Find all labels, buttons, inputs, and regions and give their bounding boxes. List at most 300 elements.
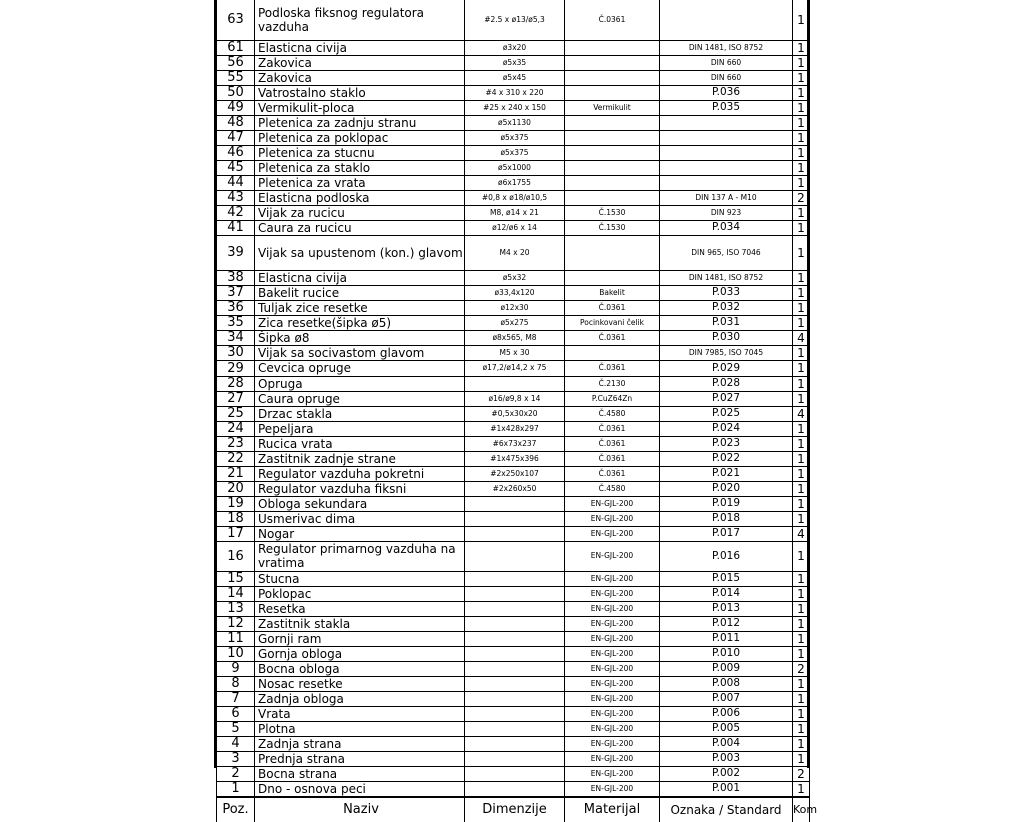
row-naziv xyxy=(255,721,465,736)
table-row xyxy=(217,631,810,646)
row-oznaka: P.028 xyxy=(660,376,793,391)
row-oznaka: P.003 xyxy=(660,751,793,766)
row-naziv xyxy=(255,85,465,100)
row-naziv-text: Vermikulit-ploca xyxy=(258,100,355,115)
row-naziv xyxy=(255,706,465,721)
row-kom: 2 xyxy=(793,661,810,676)
table-row xyxy=(217,220,810,235)
table-row xyxy=(217,315,810,330)
row-dimenzije xyxy=(465,541,565,571)
table-row xyxy=(217,40,810,55)
row-dimenzije: #2x260x50 xyxy=(465,481,565,496)
row-dimenzije: #0,8 x ø18/ø10,5 xyxy=(465,190,565,205)
row-kom: 1 xyxy=(793,466,810,481)
row-poz: 35 xyxy=(217,315,255,330)
row-kom: 1 xyxy=(793,0,810,40)
row-naziv-text: Zakovica xyxy=(258,70,312,85)
row-naziv xyxy=(255,391,465,406)
row-kom: 1 xyxy=(793,40,810,55)
row-oznaka: P.029 xyxy=(660,360,793,376)
table-row xyxy=(217,466,810,481)
row-poz: 30 xyxy=(217,345,255,360)
row-dimenzije xyxy=(465,616,565,631)
row-materijal: EN-GJL-200 xyxy=(565,631,660,646)
row-materijal: EN-GJL-200 xyxy=(565,571,660,586)
row-kom: 1 xyxy=(793,541,810,571)
row-naziv xyxy=(255,526,465,541)
row-materijal: Č.0361 xyxy=(565,436,660,451)
row-dimenzije xyxy=(465,586,565,601)
row-materijal: Č.0361 xyxy=(565,360,660,376)
row-naziv-text: Podloska fiksnog regulatora vazduha xyxy=(258,5,425,34)
table-row xyxy=(217,511,810,526)
row-dimenzije: ø16/ø9,8 x 14 xyxy=(465,391,565,406)
table-row xyxy=(217,691,810,706)
table-row xyxy=(217,205,810,220)
row-kom: 4 xyxy=(793,526,810,541)
table-row xyxy=(217,235,810,270)
row-naziv xyxy=(255,421,465,436)
row-naziv xyxy=(255,691,465,706)
row-materijal xyxy=(565,175,660,190)
row-naziv xyxy=(255,145,465,160)
row-naziv-text: Zica resetke(šipka ø5) xyxy=(258,315,392,330)
table-row xyxy=(217,55,810,70)
row-oznaka: DIN 923 xyxy=(660,205,793,220)
row-naziv xyxy=(255,766,465,781)
row-poz: 29 xyxy=(217,360,255,376)
row-naziv xyxy=(255,736,465,751)
row-poz: 20 xyxy=(217,481,255,496)
row-naziv-text: Usmerivac dima xyxy=(258,511,356,526)
row-poz: 7 xyxy=(217,691,255,706)
row-naziv-text: Pepeljara xyxy=(258,421,314,436)
row-oznaka: P.021 xyxy=(660,466,793,481)
table-row xyxy=(217,360,810,376)
row-oznaka xyxy=(660,130,793,145)
row-materijal: EN-GJL-200 xyxy=(565,751,660,766)
row-kom: 1 xyxy=(793,175,810,190)
table-row xyxy=(217,451,810,466)
row-materijal xyxy=(565,70,660,85)
row-kom: 1 xyxy=(793,376,810,391)
row-materijal: Pocinkovani čelik xyxy=(565,315,660,330)
row-dimenzije xyxy=(465,601,565,616)
row-naziv xyxy=(255,70,465,85)
row-oznaka: P.006 xyxy=(660,706,793,721)
row-poz: 46 xyxy=(217,145,255,160)
row-kom: 1 xyxy=(793,300,810,315)
row-oznaka: P.025 xyxy=(660,406,793,421)
table-row xyxy=(217,541,810,571)
row-dimenzije: #1x475x396 xyxy=(465,451,565,466)
table-row xyxy=(217,70,810,85)
row-naziv-text: Cevcica opruge xyxy=(258,361,352,375)
row-materijal: EN-GJL-200 xyxy=(565,601,660,616)
row-naziv xyxy=(255,40,465,55)
row-oznaka: P.004 xyxy=(660,736,793,751)
table-row xyxy=(217,300,810,315)
row-naziv-text: Regulator vazduha fiksni xyxy=(258,481,407,496)
row-kom: 1 xyxy=(793,115,810,130)
table-row xyxy=(217,345,810,360)
row-dimenzije xyxy=(465,691,565,706)
row-dimenzije: ø5x275 xyxy=(465,315,565,330)
header-oznaka-standard: Oznaka / Standard xyxy=(660,797,793,822)
row-kom: 1 xyxy=(793,235,810,270)
row-materijal xyxy=(565,145,660,160)
row-dimenzije xyxy=(465,676,565,691)
row-dimenzije: #0,5x30x20 xyxy=(465,406,565,421)
row-kom: 1 xyxy=(793,631,810,646)
row-naziv-text: Vatrostalno staklo xyxy=(258,85,366,100)
row-dimenzije: #4 x 310 x 220 xyxy=(465,85,565,100)
table-row xyxy=(217,130,810,145)
row-oznaka: P.005 xyxy=(660,721,793,736)
row-materijal: Č.0361 xyxy=(565,300,660,315)
row-oznaka: DIN 965, ISO 7046 xyxy=(660,235,793,270)
row-oznaka: P.027 xyxy=(660,391,793,406)
row-naziv xyxy=(255,220,465,235)
row-materijal: EN-GJL-200 xyxy=(565,511,660,526)
row-naziv xyxy=(255,631,465,646)
row-dimenzije xyxy=(465,781,565,797)
row-dimenzije: M5 x 30 xyxy=(465,345,565,360)
table-row xyxy=(217,676,810,691)
row-naziv-text: Pletenica za poklopac xyxy=(258,130,389,145)
row-materijal: EN-GJL-200 xyxy=(565,496,660,511)
row-naziv-text: Elasticna podloska xyxy=(258,190,370,205)
row-poz: 43 xyxy=(217,190,255,205)
row-oznaka: P.024 xyxy=(660,421,793,436)
row-naziv xyxy=(255,160,465,175)
table-row xyxy=(217,646,810,661)
row-dimenzije: #6x73x237 xyxy=(465,436,565,451)
row-materijal: Č.0361 xyxy=(565,466,660,481)
row-poz: 63 xyxy=(217,0,255,40)
row-naziv-text: Drzac stakla xyxy=(258,406,333,421)
row-naziv xyxy=(255,511,465,526)
row-poz: 13 xyxy=(217,601,255,616)
row-dimenzije xyxy=(465,526,565,541)
row-naziv xyxy=(255,190,465,205)
row-naziv xyxy=(255,571,465,586)
table-row xyxy=(217,706,810,721)
row-oznaka xyxy=(660,160,793,175)
row-oznaka: P.015 xyxy=(660,571,793,586)
row-dimenzije: ø5x32 xyxy=(465,270,565,285)
row-naziv-text: Resetka xyxy=(258,601,306,616)
row-materijal: Č.2130 xyxy=(565,376,660,391)
row-poz: 15 xyxy=(217,571,255,586)
header-naziv: Naziv xyxy=(255,797,465,822)
row-kom: 1 xyxy=(793,270,810,285)
row-oznaka: DIN 660 xyxy=(660,55,793,70)
row-naziv xyxy=(255,541,465,571)
row-naziv-text: Vijak za rucicu xyxy=(258,205,345,220)
table-row xyxy=(217,270,810,285)
row-naziv-text: Bakelit rucice xyxy=(258,285,340,300)
row-poz: 49 xyxy=(217,100,255,115)
table-row xyxy=(217,406,810,421)
row-oznaka: P.013 xyxy=(660,601,793,616)
row-kom: 1 xyxy=(793,571,810,586)
row-poz: 23 xyxy=(217,436,255,451)
row-materijal: EN-GJL-200 xyxy=(565,691,660,706)
row-materijal: Č.0361 xyxy=(565,330,660,345)
row-poz: 17 xyxy=(217,526,255,541)
row-oznaka: P.023 xyxy=(660,436,793,451)
row-naziv-text: Šipka ø8 xyxy=(258,330,310,345)
row-naziv-text: Rucica vrata xyxy=(258,436,333,451)
row-kom: 1 xyxy=(793,496,810,511)
row-naziv xyxy=(255,205,465,220)
row-dimenzije: ø5x1130 xyxy=(465,115,565,130)
table-row xyxy=(217,661,810,676)
row-dimenzije xyxy=(465,511,565,526)
table-row xyxy=(217,285,810,300)
table-row xyxy=(217,0,810,40)
parts-list-body xyxy=(217,0,810,797)
row-naziv xyxy=(255,100,465,115)
row-materijal: EN-GJL-200 xyxy=(565,541,660,571)
row-naziv-text: Zakovica xyxy=(258,55,312,70)
row-naziv-text: Pletenica za zadnju stranu xyxy=(258,115,417,130)
row-naziv-text: Elasticna civija xyxy=(258,270,347,285)
row-naziv-text: Vrata xyxy=(258,706,291,721)
row-dimenzije xyxy=(465,706,565,721)
row-naziv-text: Zastitnik zadnje strane xyxy=(258,451,396,466)
row-kom: 1 xyxy=(793,85,810,100)
row-materijal: EN-GJL-200 xyxy=(565,736,660,751)
row-oznaka: P.017 xyxy=(660,526,793,541)
table-row xyxy=(217,616,810,631)
row-naziv-text: Zadnja obloga xyxy=(258,691,344,706)
row-materijal: EN-GJL-200 xyxy=(565,706,660,721)
row-oznaka: P.014 xyxy=(660,586,793,601)
row-materijal xyxy=(565,130,660,145)
row-kom: 1 xyxy=(793,100,810,115)
row-poz: 12 xyxy=(217,616,255,631)
row-naziv xyxy=(255,676,465,691)
row-oznaka xyxy=(660,0,793,40)
table-row xyxy=(217,601,810,616)
row-dimenzije: ø3x20 xyxy=(465,40,565,55)
row-kom: 1 xyxy=(793,586,810,601)
row-naziv xyxy=(255,616,465,631)
row-oznaka xyxy=(660,175,793,190)
row-kom: 1 xyxy=(793,130,810,145)
row-kom: 1 xyxy=(793,781,810,797)
row-poz: 38 xyxy=(217,270,255,285)
row-oznaka: P.035 xyxy=(660,100,793,115)
row-poz: 4 xyxy=(217,736,255,751)
row-poz: 14 xyxy=(217,586,255,601)
row-materijal: Č.0361 xyxy=(565,0,660,40)
row-naziv xyxy=(255,661,465,676)
row-naziv-text: Pletenica za staklo xyxy=(258,160,371,175)
row-naziv xyxy=(255,436,465,451)
row-materijal: EN-GJL-200 xyxy=(565,526,660,541)
row-dimenzije: ø5x375 xyxy=(465,145,565,160)
row-dimenzije: M8, ø14 x 21 xyxy=(465,205,565,220)
row-materijal: EN-GJL-200 xyxy=(565,721,660,736)
row-naziv-text: Vijak sa upustenom (kon.) glavom xyxy=(258,245,463,260)
row-naziv-text: Poklopac xyxy=(258,586,312,601)
row-naziv-text: Elasticna civija xyxy=(258,40,347,55)
row-materijal xyxy=(565,235,660,270)
table-row xyxy=(217,85,810,100)
row-dimenzije: ø12x30 xyxy=(465,300,565,315)
row-materijal: Č.0361 xyxy=(565,451,660,466)
row-kom: 1 xyxy=(793,511,810,526)
row-materijal: Bakelit xyxy=(565,285,660,300)
row-naziv-text: Zastitnik stakla xyxy=(258,616,351,631)
parts-list-sheet xyxy=(214,0,818,817)
row-oznaka: P.022 xyxy=(660,451,793,466)
row-poz: 34 xyxy=(217,330,255,345)
row-materijal xyxy=(565,345,660,360)
row-naziv-text: Nosac resetke xyxy=(258,676,343,691)
row-oznaka: P.030 xyxy=(660,330,793,345)
row-kom: 1 xyxy=(793,646,810,661)
row-oznaka: P.031 xyxy=(660,315,793,330)
row-kom: 1 xyxy=(793,220,810,235)
row-naziv-text: Regulator vazduha pokretni xyxy=(258,466,425,481)
row-poz: 28 xyxy=(217,376,255,391)
row-dimenzije: ø5x375 xyxy=(465,130,565,145)
header-dimenzije: Dimenzije xyxy=(465,797,565,822)
row-kom: 1 xyxy=(793,145,810,160)
row-dimenzije xyxy=(465,571,565,586)
row-naziv xyxy=(255,315,465,330)
row-oznaka: DIN 7985, ISO 7045 xyxy=(660,345,793,360)
row-poz: 19 xyxy=(217,496,255,511)
row-kom: 1 xyxy=(793,70,810,85)
table-row xyxy=(217,436,810,451)
row-materijal: Č.4580 xyxy=(565,481,660,496)
row-dimenzije: #25 x 240 x 150 xyxy=(465,100,565,115)
row-poz: 10 xyxy=(217,646,255,661)
table-row xyxy=(217,175,810,190)
row-naziv-text: Dno - osnova peci xyxy=(258,781,366,796)
row-dimenzije: #2x250x107 xyxy=(465,466,565,481)
row-kom: 1 xyxy=(793,360,810,376)
row-oznaka: P.019 xyxy=(660,496,793,511)
row-dimenzije: ø5x35 xyxy=(465,55,565,70)
table-row xyxy=(217,751,810,766)
row-oznaka xyxy=(660,145,793,160)
row-oznaka: P.007 xyxy=(660,691,793,706)
row-naziv-text: Caura opruge xyxy=(258,391,340,406)
row-poz: 42 xyxy=(217,205,255,220)
row-materijal: EN-GJL-200 xyxy=(565,616,660,631)
row-dimenzije: ø33,4x120 xyxy=(465,285,565,300)
row-naziv-text: Bocna strana xyxy=(258,766,338,781)
row-materijal xyxy=(565,160,660,175)
row-kom: 1 xyxy=(793,706,810,721)
row-dimenzije xyxy=(465,721,565,736)
row-materijal xyxy=(565,40,660,55)
row-poz: 56 xyxy=(217,55,255,70)
row-kom: 1 xyxy=(793,616,810,631)
header-row xyxy=(217,797,810,822)
header-kom: Kom xyxy=(793,797,810,822)
row-naziv-text: Obloga sekundara xyxy=(258,496,368,511)
table-row xyxy=(217,496,810,511)
row-kom: 1 xyxy=(793,436,810,451)
row-poz: 27 xyxy=(217,391,255,406)
row-dimenzije xyxy=(465,751,565,766)
row-dimenzije: ø5x1000 xyxy=(465,160,565,175)
row-naziv xyxy=(255,285,465,300)
row-poz: 47 xyxy=(217,130,255,145)
row-poz: 44 xyxy=(217,175,255,190)
row-poz: 8 xyxy=(217,676,255,691)
row-dimenzije: ø5x45 xyxy=(465,70,565,85)
row-naziv-text: Pletenica za stucnu xyxy=(258,145,375,160)
row-poz: 5 xyxy=(217,721,255,736)
row-dimenzije xyxy=(465,766,565,781)
row-kom: 1 xyxy=(793,55,810,70)
row-kom: 1 xyxy=(793,676,810,691)
row-oznaka: P.011 xyxy=(660,631,793,646)
row-naziv-text: Plotna xyxy=(258,721,296,736)
row-kom: 1 xyxy=(793,391,810,406)
row-oznaka: DIN 660 xyxy=(660,70,793,85)
row-kom: 4 xyxy=(793,330,810,345)
row-poz: 39 xyxy=(217,235,255,270)
row-naziv xyxy=(255,360,465,376)
table-row xyxy=(217,781,810,797)
row-kom: 4 xyxy=(793,406,810,421)
row-materijal: EN-GJL-200 xyxy=(565,586,660,601)
row-naziv-text: Regulator primarnog vazduha na vratima xyxy=(258,542,456,570)
row-oznaka: P.036 xyxy=(660,85,793,100)
row-naziv-text: Caura za rucicu xyxy=(258,220,352,235)
row-materijal: EN-GJL-200 xyxy=(565,676,660,691)
row-naziv-text: Zadnja strana xyxy=(258,736,342,751)
row-naziv xyxy=(255,130,465,145)
row-materijal xyxy=(565,115,660,130)
table-row xyxy=(217,376,810,391)
table-row xyxy=(217,190,810,205)
row-materijal xyxy=(565,55,660,70)
row-dimenzije: ø12/ø6 x 14 xyxy=(465,220,565,235)
row-materijal: Č.4580 xyxy=(565,406,660,421)
row-poz: 48 xyxy=(217,115,255,130)
table-row xyxy=(217,526,810,541)
table-row xyxy=(217,586,810,601)
row-materijal: Vermikulit xyxy=(565,100,660,115)
row-oznaka xyxy=(660,115,793,130)
row-dimenzije xyxy=(465,496,565,511)
table-row xyxy=(217,421,810,436)
table-row xyxy=(217,481,810,496)
row-poz: 2 xyxy=(217,766,255,781)
row-oznaka: DIN 137 A - M10 xyxy=(660,190,793,205)
row-poz: 50 xyxy=(217,85,255,100)
row-naziv-text: Stucna xyxy=(258,571,300,586)
table-row xyxy=(217,145,810,160)
header-poz: Poz. xyxy=(217,797,255,822)
row-materijal: P.CuZ64Zn xyxy=(565,391,660,406)
row-oznaka: P.032 xyxy=(660,300,793,315)
row-naziv xyxy=(255,466,465,481)
row-naziv xyxy=(255,481,465,496)
row-poz: 41 xyxy=(217,220,255,235)
row-poz: 61 xyxy=(217,40,255,55)
